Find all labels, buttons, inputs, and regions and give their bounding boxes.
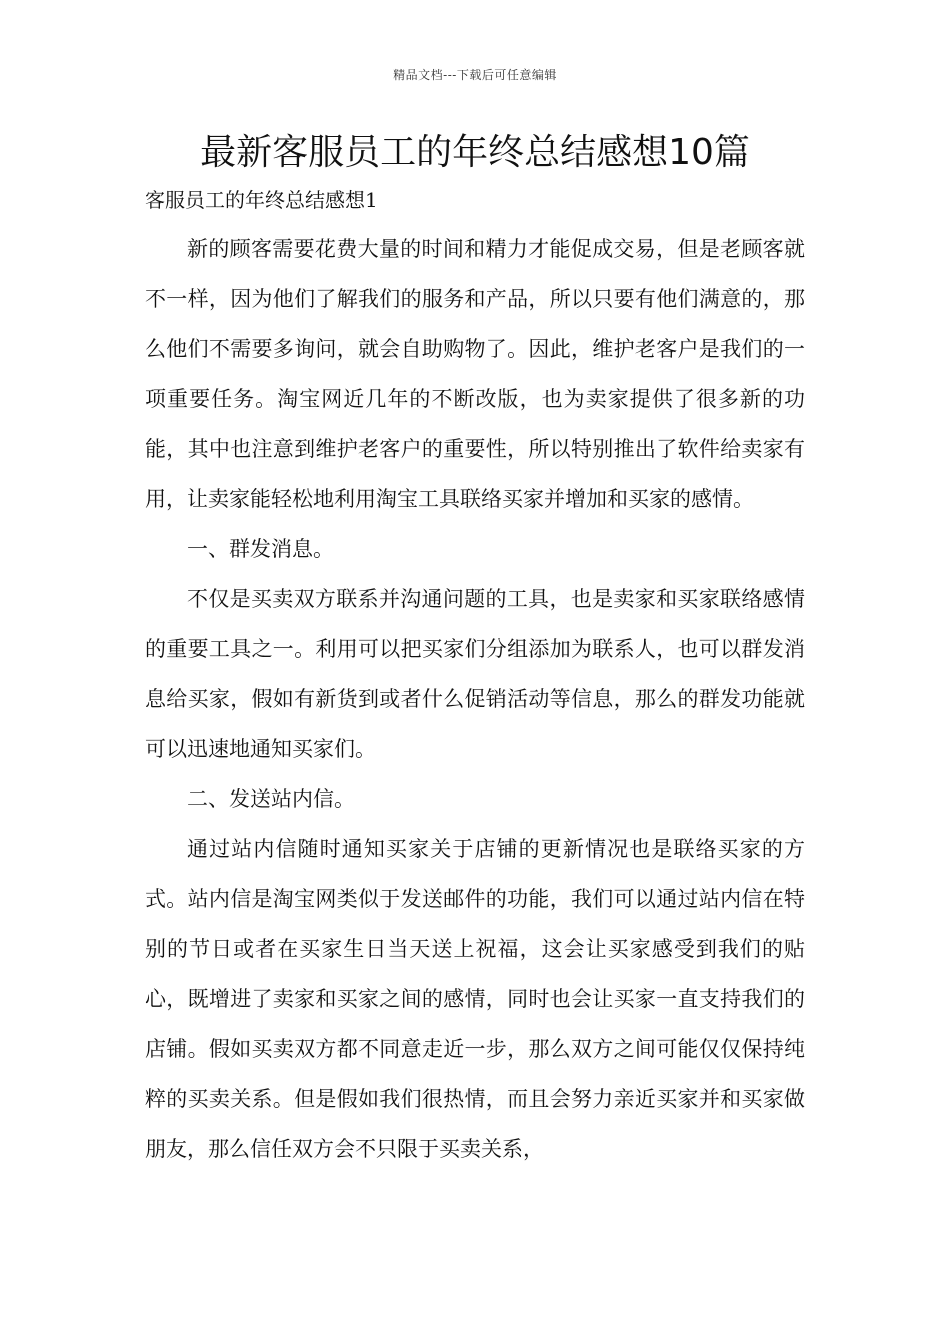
document-body xyxy=(145,178,805,1174)
section-title: 客服员工的年终总结感想1 xyxy=(145,188,378,212)
heading-group-message: 一、群发消息。 xyxy=(187,537,334,561)
paragraph-group-message: 不仅是买卖双方联系并沟通问题的工具，也是卖家和买家联络感情的重要工具之一。利用可以把买家们分组添加为联系人，也可以群发消息给买家，假如有新货到或者什么促销活动等信息，那么的群发功能就可以迅速地通知买家们。 xyxy=(145,587,805,761)
paragraph-intro: 新的顾客需要花费大量的时间和精力才能促成交易，但是老顾客就不一样，因为他们了解我们的服务和产品，所以只要有他们满意的，那么他们不需要多询问，就会自助购物了。因此，维护老客户是我们的一项重要任务。淘宝网近几年的不断改版，也为卖家提供了很多新的功能，其中也注意到维护老客户的重要性，所以特别推出了软件给卖家有用，让卖家能轻松地利用淘宝工具联络买家并增加和买家的感情。 xyxy=(145,237,805,511)
document-title: 最新客服员工的年终总结感想10篇 xyxy=(200,132,750,173)
heading-site-mail: 二、发送站内信。 xyxy=(187,787,355,811)
page-header: 精品文档---下载后可任意编辑 xyxy=(393,68,557,82)
paragraph-site-mail: 通过站内信随时通知买家关于店铺的更新情况也是联络买家的方式。站内信是淘宝网类似于发送邮件的功能，我们可以通过站内信在特别的节日或者在买家生日当天送上祝福，这会让买家感受到我们的贴心，既增进了卖家和买家之间的感情，同时也会让买家一直支持我们的店铺。假如买卖双方都不同意走近一步，那么双方之间可能仅仅保持纯粹的买卖关系。但是假如我们很热情，而且会努力亲近买家并和买家做朋友，那么信任双方会不只限于买卖关系， xyxy=(145,837,805,1161)
